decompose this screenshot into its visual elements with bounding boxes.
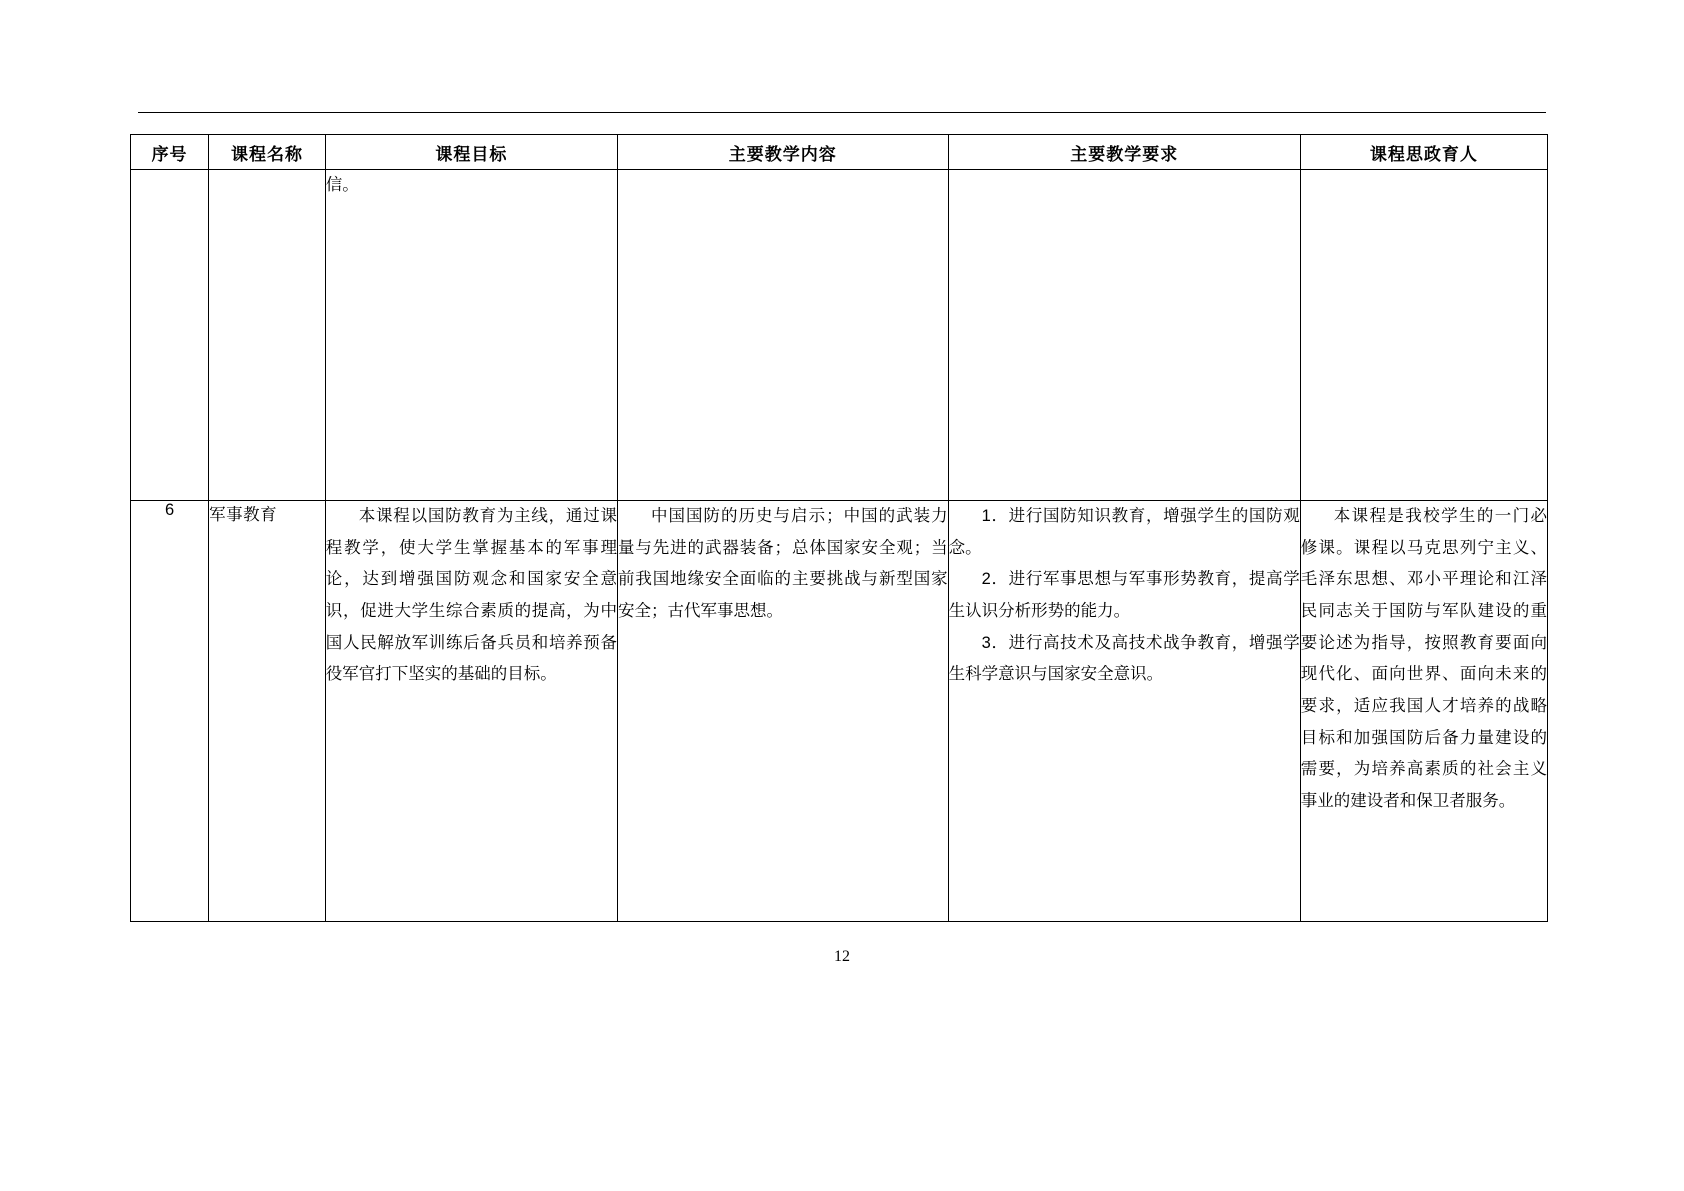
cell-no: 6 <box>131 501 209 922</box>
cell-course-name <box>209 170 326 501</box>
cell-content <box>617 170 948 501</box>
requirement-item: 3．进行高技术及高技术战争教育，增强学生科学意识与国家安全意识。 <box>948 633 1300 684</box>
cell-ideology <box>1300 170 1547 501</box>
cell-requirement <box>948 501 1300 922</box>
requirement-item: 1．进行国防知识教育，增强学生的国防观念。 <box>948 507 1300 557</box>
column-header-course-name: 课程名称 <box>209 135 326 170</box>
table-row <box>131 170 1548 501</box>
table-header-row <box>131 135 1548 170</box>
cell-content: 中国国防的历史与启示；中国的武装力量与先进的武器装备；总体国家安全观；当前我国地缘安全面临的主要挑战与新型国家安全；古代军事思想。 <box>617 501 948 922</box>
column-header-goal: 课程目标 <box>325 135 617 170</box>
requirement-item: 2．进行军事思想与军事形势教育，提高学生认识分析形势的能力。 <box>948 570 1300 621</box>
column-header-requirement: 主要教学要求 <box>948 135 1300 170</box>
column-header-content: 主要教学内容 <box>617 135 948 170</box>
header-rule <box>138 112 1546 113</box>
table-header <box>131 135 1548 170</box>
page-number: 12 <box>834 948 850 965</box>
table-row <box>131 501 1548 922</box>
cell-no <box>131 170 209 501</box>
column-header-no: 序号 <box>131 135 209 170</box>
cell-requirement <box>948 170 1300 501</box>
course-table <box>130 134 1548 922</box>
cell-goal: 本课程以国防教育为主线，通过课程教学，使大学生掌握基本的军事理论，达到增强国防观念和国家安全意识，促进大学生综合素质的提高，为中国人民解放军训练后备兵员和培养预备役军官打下坚实的基础的目标。 <box>325 501 617 922</box>
cell-goal: 信。 <box>325 170 617 501</box>
column-header-ideology: 课程思政育人 <box>1300 135 1547 170</box>
cell-course-name: 军事教育 <box>209 501 326 922</box>
cell-ideology: 本课程是我校学生的一门必修课。课程以马克思列宁主义、毛泽东思想、邓小平理论和江泽民同志关于国防与军队建设的重要论述为指导，按照教育要面向现代化、面向世界、面向未来的要求，适应我国人才培养的战略目标和加强国防后备力量建设的需要，为培养高素质的社会主义事业的建设者和保卫者服务。 <box>1300 501 1547 922</box>
table-body <box>131 170 1548 922</box>
